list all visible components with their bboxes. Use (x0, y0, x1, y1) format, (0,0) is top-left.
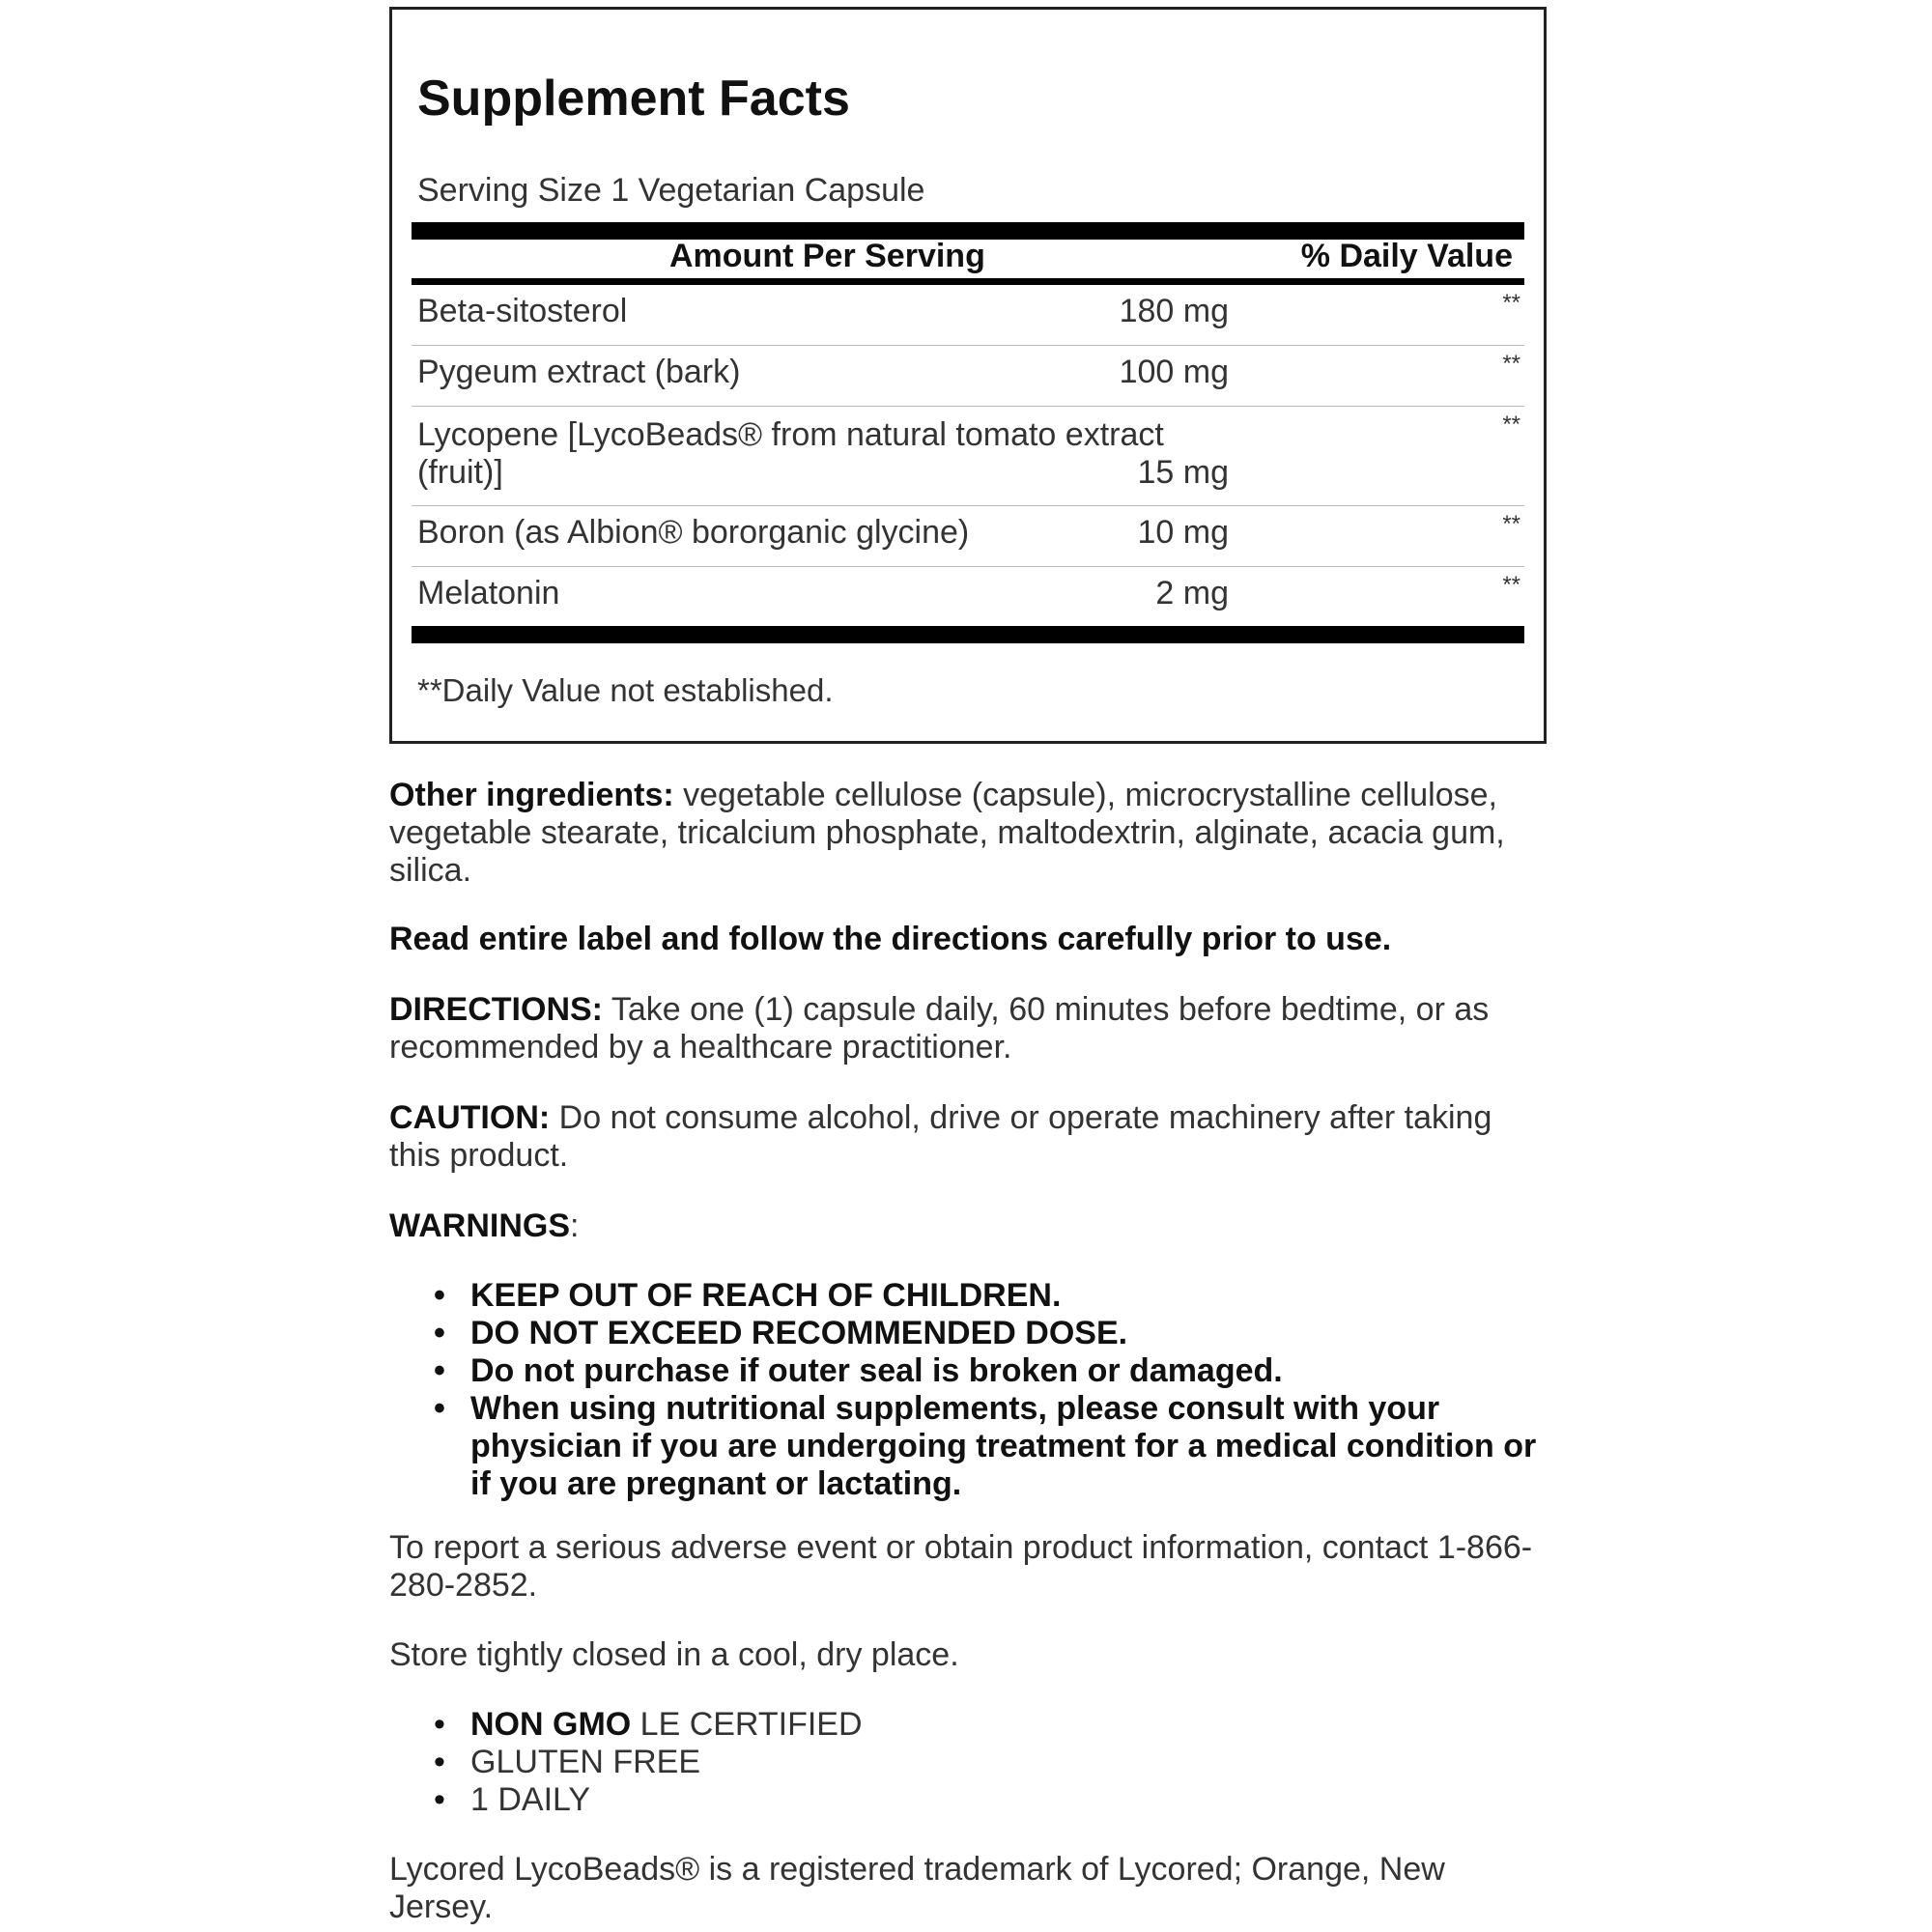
claim-item (434, 1781, 1548, 1819)
claim-text: GLUTEN FREE (470, 1744, 701, 1780)
facts-title: Supplement Facts (417, 71, 850, 127)
bullet-icon: • (434, 1390, 445, 1427)
ingredient-name: Boron (as Albion® bororganic glycine) (417, 514, 970, 551)
ingredient-amount: 100 mg (1119, 354, 1229, 390)
warnings-colon: : (570, 1208, 580, 1244)
ingredient-daily-value: ** (1502, 351, 1520, 377)
directions (389, 991, 1548, 1066)
other-ingredients-text: vegetable cellulose (capsule), microcrystalline cellulose, vegetable stearate, tricalcium phosphate, maltodextrin, alginate, acacia gum, silica. (389, 777, 1505, 889)
header-daily-value: % Daily Value (1300, 238, 1513, 274)
ingredient-daily-value: ** (1502, 290, 1520, 316)
ingredient-amount: 180 mg (1119, 293, 1229, 329)
bullet-icon: • (434, 1315, 445, 1351)
trademark-notice: Lycored LycoBeads® is a registered trademark of Lycored; Orange, New Jersey. (389, 1851, 1445, 1925)
warning-item (434, 1277, 1548, 1315)
divider-thick-bottom (412, 626, 1524, 643)
warnings-list (389, 1277, 1548, 1503)
claim-item (434, 1744, 1548, 1781)
ingredient-daily-value: ** (1502, 572, 1520, 598)
ingredient-amount: 2 mg (1155, 575, 1229, 611)
warning-text: KEEP OUT OF REACH OF CHILDREN. (470, 1277, 1062, 1314)
caution (389, 1099, 1548, 1175)
read-label-notice: Read entire label and follow the directions carefully prior to use. (389, 921, 1392, 957)
other-ingredients-label: Other ingredients: (389, 777, 674, 813)
bullet-icon: • (434, 1781, 445, 1818)
ingredient-amount: 10 mg (1137, 514, 1229, 551)
ingredient-amount: 15 mg (1137, 454, 1229, 491)
claim-item (434, 1706, 1548, 1744)
ingredient-name: Beta-sitosterol (417, 293, 628, 329)
ingredient-name: Lycopene [LycoBeads® from natural tomato extract (fruit)] (417, 416, 1164, 491)
claim-bold-text: NON GMO (470, 1706, 632, 1743)
facts-row (412, 567, 1524, 630)
facts-rows (412, 285, 1524, 630)
caution-label: CAUTION: (389, 1099, 551, 1136)
ingredient-name: Melatonin (417, 575, 560, 611)
warning-item (434, 1352, 1548, 1390)
claim-text: 1 DAILY (470, 1781, 591, 1818)
bullet-icon: • (434, 1277, 445, 1314)
product-claims-list (389, 1706, 1548, 1819)
facts-row (412, 407, 1524, 506)
other-ingredients (389, 777, 1548, 890)
bullet-icon: • (434, 1352, 445, 1389)
directions-text: Take one (1) capsule daily, 60 minutes before bedtime, or as recommended by a healthcare practitioner. (389, 991, 1490, 1065)
directions-label: DIRECTIONS: (389, 991, 603, 1028)
supplement-facts-panel (389, 7, 1547, 744)
warnings-heading (389, 1208, 1548, 1245)
facts-row (412, 506, 1524, 567)
claim-text: LE CERTIFIED (631, 1706, 863, 1743)
facts-row (412, 285, 1524, 346)
divider-header (412, 278, 1524, 285)
bullet-icon: • (434, 1744, 445, 1780)
warning-text: Do not purchase if outer seal is broken or damaged. (470, 1352, 1283, 1389)
warning-item (434, 1315, 1548, 1352)
caution-text: Do not consume alcohol, drive or operate machinery after taking this product. (389, 1099, 1492, 1174)
ingredient-daily-value: ** (1502, 511, 1520, 537)
warning-text: DO NOT EXCEED RECOMMENDED DOSE. (470, 1315, 1128, 1351)
header-amount-per-serving: Amount Per Serving (669, 238, 985, 274)
warnings-label: WARNINGS (389, 1208, 570, 1244)
warning-text: When using nutritional supplements, please consult with your physician if you are undergoing treatment for a medical condition or if you are pregnant or lactating. (470, 1390, 1537, 1502)
serving-size: Serving Size 1 Vegetarian Capsule (417, 172, 925, 209)
bullet-icon: • (434, 1706, 445, 1743)
ingredient-daily-value: ** (1502, 412, 1520, 438)
ingredient-name: Pygeum extract (bark) (417, 354, 741, 390)
facts-row (412, 346, 1524, 407)
warning-item (434, 1390, 1548, 1503)
storage-instructions: Store tightly closed in a cool, dry place. (389, 1636, 959, 1673)
daily-value-footnote: **Daily Value not established. (417, 672, 834, 708)
adverse-event-contact: To report a serious adverse event or obtain product information, contact 1-866-280-2852. (389, 1529, 1533, 1604)
